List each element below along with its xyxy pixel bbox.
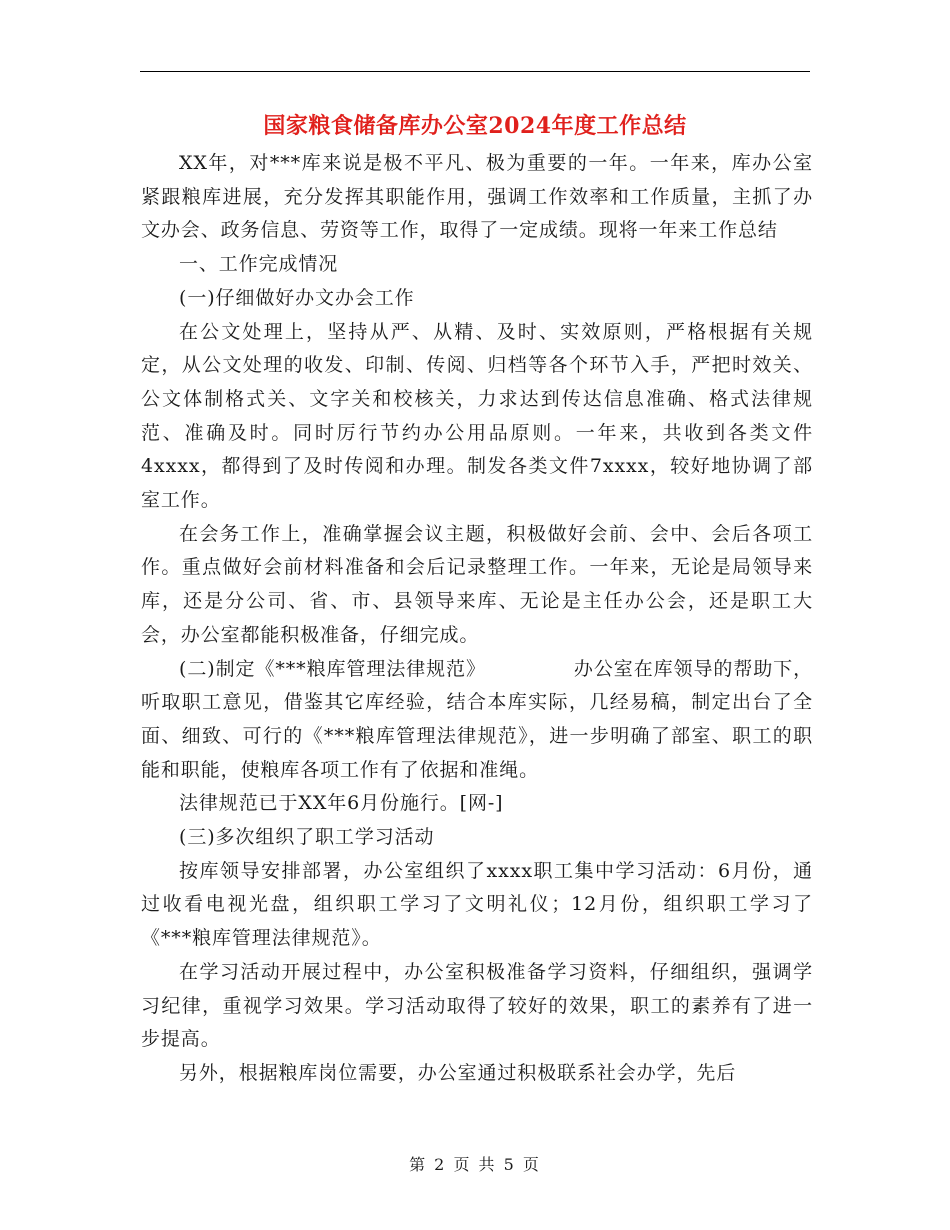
section-heading-1: 一、工作完成情况	[179, 253, 339, 276]
document-body	[141, 147, 813, 1091]
header-rule	[140, 71, 810, 72]
paragraph-document-handling: 在公文处理上，坚持从严、从精、及时、实效原则，严格根据有关规定，从公文处理的收发、印制、传阅、归档等各个环节入手，严把时效关、公文体制格式关、文字关和校核关，力求达到传达信息准确、格式法律规范、准确及时。同时厉行节约办公用品原则。一年来，共收到各类文件4xxxx，都得到了及时传阅和办理。制发各类文件7xxxx，较好地协调了部室工作。	[141, 320, 813, 512]
paragraph-meeting-work: 在会务工作上，准确掌握会议主题，积极做好会前、会中、会后各项工作。重点做好会前材料准备和会后记录整理工作。一年来，无论是局领导来库，还是分公司、省、市、县领导来库、无论是主任办公会，还是职工大会，办公室都能积极准备，仔细完成。	[141, 522, 813, 646]
subsection-heading-2: (二)制定《***粮库管理法律规范》	[179, 657, 486, 680]
subsection-heading-3: (三)多次组织了职工学习活动	[179, 826, 435, 849]
document-title: 国家粮食储备库办公室2024年度工作总结	[263, 113, 687, 139]
subsection-heading-1: (一)仔细做好办文办会工作	[179, 286, 415, 309]
page-number: 第 2 页 共 5 页	[409, 1155, 541, 1174]
regulation-text: 办公室在库领导的帮助下，听取职工意见，借鉴其它库经验，结合本库实际，几经易稿，制定出台了全面、细致、可行的《***粮库管理法律规范》，进一步明确了部室、职工的职能和职能，使粮库各项工作有了依据和准绳。	[141, 657, 813, 781]
paragraph-additional: 另外，根据粮库岗位需要，办公室通过积极联系社会办学，先后	[179, 1061, 737, 1084]
paragraph-regulation	[141, 653, 813, 788]
paragraph-study-activity: 按库领导安排部署，办公室组织了xxxx职工集中学习活动：6月份，通过收看电视光盘，组织职工学习了文明礼仪；12月份，组织职工学习了《***粮库管理法律规范》。	[141, 859, 813, 950]
paragraph-intro: XX年，对***库来说是极不平凡、极为重要的一年。一年来，库办公室紧跟粮库进展，充分发挥其职能作用，强调工作效率和工作质量，主抓了办文办会、政务信息、劳资等工作，取得了一定成绩。现将一年来工作总结	[141, 152, 813, 242]
paragraph-regulation-effective: 法律规范已于XX年6月份施行。[网-]	[179, 792, 504, 815]
paragraph-study-process: 在学习活动开展过程中，办公室积极准备学习资料，仔细组织，强调学习纪律，重视学习效果。学习活动取得了较好的效果，职工的素养有了进一步提高。	[141, 960, 813, 1051]
